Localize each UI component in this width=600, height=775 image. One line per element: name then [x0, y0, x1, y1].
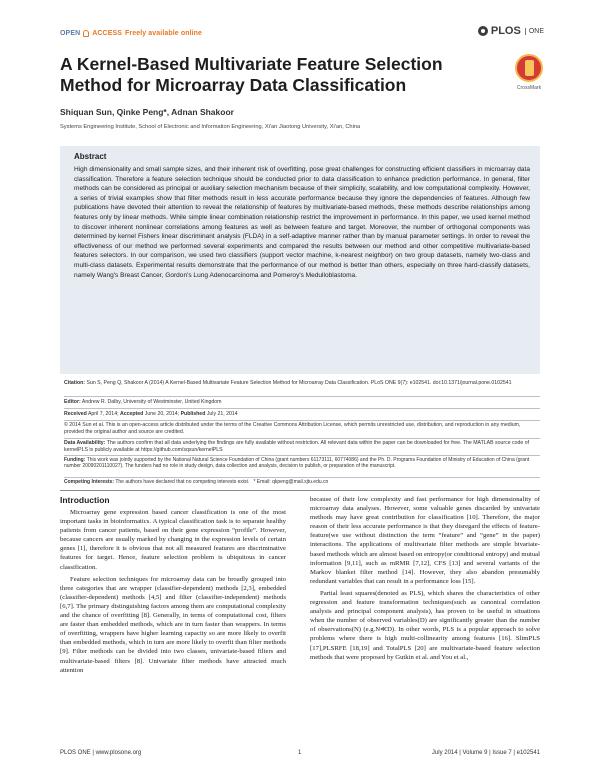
funding-text: This work was jointly supported by the National Natural Science Foundation of China (grant numbers 61173111, 60774086) and the Ph. D. Programs Foundation of Ministry of Education of China (grant number 20090201110027). The funders had no role in study design, data collection and analysis, decision to publish, or preparation of the manuscript.	[64, 457, 530, 470]
accepted-date: June 20, 2014;	[144, 411, 180, 417]
footer-page-number: 1	[298, 750, 302, 756]
left-column	[60, 508, 286, 678]
competing-text: The authors have declared that no competing interests exist.	[115, 479, 250, 485]
journal-logo-suffix: ONE	[525, 28, 544, 35]
corresponding-email: * Email: qkpeng@mail.xjtu.edu.cn	[253, 479, 329, 485]
competing-line	[64, 479, 540, 485]
open-access-prefix: OPEN	[60, 30, 81, 37]
published-label: Published	[180, 411, 206, 417]
affiliation: Systems Engineering Institute, School of Electronic and Information Engineering, Xi'an Jiaotong University, Xi'an, China	[60, 124, 361, 130]
body-paragraph: Microarray gene expression based cancer classification is one of the most important tasks in bioinformatics. A typical classification task is to separate healthy patients from cancer patients, based on their gene expression “profile”. However, because cancers are usually marked by changing in the expression levels of certain genes [1], therefore it is obvious that not all measured features are discriminative features for target. Hence, feature selection problem is ubiquitous in cancer classification.	[60, 509, 286, 571]
competing-label: Competing Interests:	[64, 479, 115, 485]
abstract-text: High dimensionality and small sample sizes, and their inherent risk of overfitting, pose great challenges for constructing efficient classifiers in microarray data classification. Therefore a feature selection technique should be conducted prior to data classification to enhance prediction performance. In general, filter methods can be considered as principal or auxiliary selection mechanism because of their simplicity, scalability, and low computational complexity. However, a series of trivial examples show that filter methods result in less accurate performance because they ignore the dependencies of features. Although few publications have devoted their attention to reveal the relationship of features by multivariate-based methods, these methods describe relationships among features only by linear methods. While simple linear combination relationship restrict the improvement in performance. In this paper, we used kernel method to discover inherent nonlinear correlations among features as well as between feature and target. Moreover, the number of orthogonal components was determined by kernel Fishers linear discriminant analysis (FLDA) in a self-adaptive manner rather than by manual parameter settings. In order to reveal the effectiveness of our method we performed several experiments and compared the results between our method and other competitive multivariate-based features selectors. In our comparison, we used two classifiers (support vector machine, k-nearest neighbor) on two group datasets, namely two-class and multi-class datasets. Experimental results demonstrate that the performance of our method is better than others, especially on three hard-classify datasets, namely Wang's Breast Cancer, Gordon's Lung Adenocarcinoma and Pomeroy's Medulloblastoma.	[74, 166, 530, 279]
received-label: Received	[64, 411, 87, 417]
copyright-text: © 2014 Sun et al. This is an open-access article distributed under the terms of the Creative Commons Attribution License, which permits unrestricted use, distribution, and reproduction in any medium, provided the original author and source are credited.	[64, 422, 521, 436]
section-divider	[60, 490, 540, 491]
footer-issue: July 2014 | Volume 9 | Issue 7 | e102541	[431, 750, 540, 756]
accepted-label: Accepted	[119, 411, 144, 417]
right-column	[310, 495, 540, 665]
crossmark-label: CrossMark	[516, 85, 542, 91]
abstract-heading: Abstract	[74, 152, 107, 161]
funding-label: Funding:	[64, 457, 86, 463]
citation-text: Sun S, Peng Q, Shakoor A (2014) A Kernel-Based Multivariate Feature Selection Method for Microarray Data Classification. PLoS ONE 9(7): e102541. doi:10.1371/journal.pone.0102541	[86, 380, 512, 386]
published-date: July 21, 2014	[206, 411, 238, 417]
open-access-word: ACCESS	[92, 30, 123, 37]
data-availability-label: Data Availability:	[64, 440, 106, 446]
journal-logo-text: PLOS	[490, 25, 521, 37]
body-paragraph: Partial least squares(denoted as PLS), which shares the characteristics of other regression and feature transformation techniques(such as canonical correlation analysis and principal component analysis), has proven to be useful in situations when the number of observed variables(D) are significantly greater than the number of observations(N) (e.g.N≪D). In other words, PLS is a popular approach to solve problems where there is high multi-collinearity among features [16]. SlimPLS [17],PLSRFE [18,19] and TotalPLS [20] are multivariate-based feature selection methods that were proposed by Gutkin et al. and You et al.,	[310, 589, 540, 661]
body-paragraph: because of their low complexity and fast performance for high dimensionality of microarray data analyses. However, some valuable genes discarded by univariate methods may have great contribution for classification [10]. Therefore, the major reason of their less accurate performance is that they disregard the effects of feature-feature(we use without distinction the term “feature” and “gene” in the paper) interactions. The applications of multivariate filter methods are simple bivariate-based methods which are almost based on entropy(or conditional entropy) and mutual information [9,11], such as mRMR [7,12], CFS [13] and several variants of the Markov blanket filter method [14]. However, they also abandon presumably redundant variables that can result in a performance loss [15].	[310, 496, 540, 585]
intro-heading: Introduction	[60, 495, 110, 505]
received-date: April 7, 2014;	[87, 411, 119, 417]
footer-journal-url[interactable]: PLOS ONE | www.plosone.org	[60, 750, 142, 756]
citation-label: Citation:	[64, 380, 86, 386]
article-title: A Kernel-Based Multivariate Feature Selection Method for Microarray Data Classification	[60, 54, 443, 95]
body-paragraph: Feature selection techniques for microarray data can be broadly grouped into three categories that are wrapper (classifier-dependent) methods [2,3], embedded (classifier-dependent) methods [4,5] and filter (classifier-independent) methods [6,7]. The primary distinguishing factors among them are computational complexity and the chance of overfitting [8]. Generally, in terms of computational cost, filters are faster than embedded methods, which are in turn faster than wrappers. In terms of overfitting, wrappers have higher learning capacity so are more likely to overfit than embedded methods, which in turn are more likely to overfit than filter methods [9]. Filter methods can be divided into two classes, univariate-based filters and multivariate-based filters [8]. Univariate filter methods have attracted much attention	[60, 575, 286, 674]
editor-text: Andrew R. Dalby, University of Westminster, United Kingdom	[81, 399, 222, 405]
editor-label: Editor:	[64, 399, 81, 405]
author-list: Shiquan Sun, Qinke Peng*, Adnan Shakoor	[60, 107, 234, 117]
data-availability-text: The authors confirm that all data underlying the findings are fully available without restriction. All relevant data within the paper can be downloaded for free. The MATLAB source code of kernelPLS is publicly available at https://github.com/sqsun/kernelPLS	[64, 440, 530, 454]
open-access-suffix: Freely available online	[125, 30, 203, 37]
